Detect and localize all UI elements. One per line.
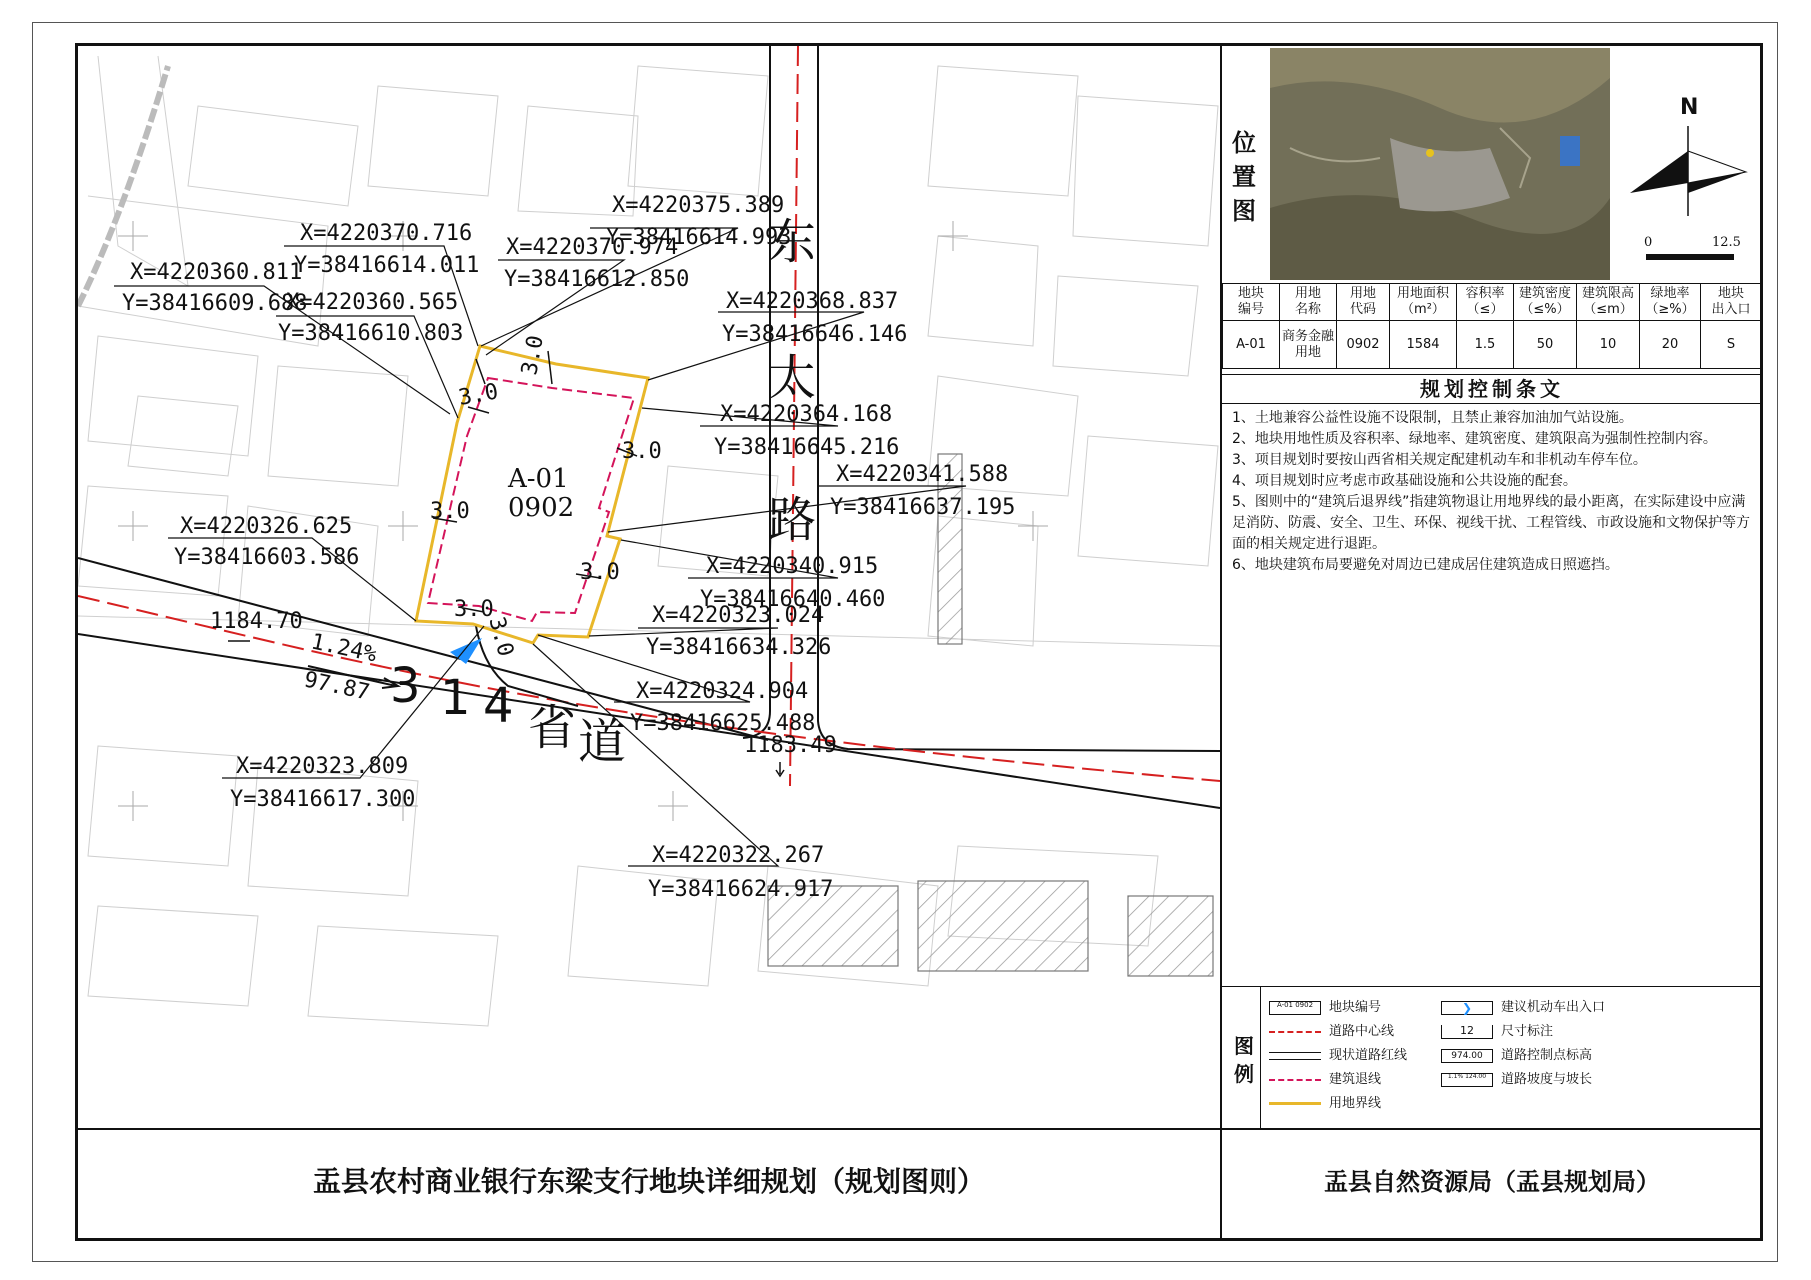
table-header: 地块 出入口 — [1701, 284, 1762, 321]
coord-y: Y=38416645.216 — [714, 435, 900, 460]
provincial-road-char: 1 — [440, 670, 471, 726]
east-tai-road-char: 太 — [768, 350, 817, 406]
setback-label: 3.0 — [580, 560, 620, 585]
satellite-image — [1270, 48, 1610, 280]
table-header: 建筑限高 （≤m） — [1577, 284, 1640, 321]
coord-y: Y=38416634.326 — [646, 635, 832, 660]
legend-title-char: 例 — [1234, 1062, 1254, 1086]
legend-item-road-centerline: 道路中心线 — [1269, 1023, 1394, 1041]
table-header: 用地 代码 — [1337, 284, 1390, 321]
elevation-west: 1184.70 — [210, 609, 303, 634]
coord-y: Y=38416614.011 — [294, 253, 480, 278]
parcel-boundary-symbol — [1269, 1102, 1321, 1105]
setback-symbol — [1269, 1079, 1321, 1081]
legend-title-char: 图 — [1234, 1034, 1254, 1058]
coord-x: X=4220322.267 — [652, 843, 825, 868]
legend-item-road-red-line: 现状道路红线 — [1269, 1047, 1407, 1065]
coord-x: X=4220375.389 — [612, 193, 785, 218]
rules-title: 规划控制条文 — [1222, 374, 1762, 404]
issuing-authority: 盂县自然资源局（盂县规划局） — [1220, 1130, 1762, 1240]
location-title-char: 图 — [1232, 197, 1256, 225]
table-header: 绿地率 （≥%） — [1640, 284, 1701, 321]
coord-x: X=4220324.904 — [636, 679, 809, 704]
coord-y: Y=38416637.195 — [830, 495, 1016, 520]
setback-label: 3.0 — [622, 439, 662, 464]
location-title-char: 位 — [1232, 129, 1256, 157]
rule-item: 2、地块用地性质及容积率、绿地率、建筑密度、建筑限高为强制性控制内容。 — [1232, 431, 1717, 447]
elevation-east: 1183.49 — [744, 733, 837, 758]
parcel-code: A-01 — [508, 464, 569, 494]
legend — [1222, 986, 1762, 1129]
drawing-title: 盂县农村商业银行东梁支行地块详细规划（规划图则） — [312, 1165, 985, 1198]
parcel-code-symbol: A-01 0902 — [1269, 1001, 1321, 1015]
hatched-areas — [768, 454, 1213, 976]
location-map-section — [1222, 46, 1762, 284]
coordinate-labels — [122, 193, 1015, 902]
table-header: 用地 名称 — [1280, 284, 1337, 321]
coord-x: X=4220341.588 — [836, 462, 1009, 487]
coord-y: Y=38416624.917 — [648, 877, 834, 902]
coord-y: Y=38416614.993 — [606, 225, 792, 250]
setback-label: 3.0 — [483, 614, 518, 660]
road-red-line-symbol — [1269, 1052, 1321, 1060]
legend-item-parcel-code: A-01 0902 地块编号 — [1269, 999, 1381, 1017]
rule-item: 4、项目规划时应考虑市政基础设施和公共设施的配套。 — [1232, 473, 1577, 489]
entrance-symbol-icon: ❯ — [1441, 1001, 1493, 1015]
coord-x: X=4220326.625 — [180, 514, 353, 539]
coord-x: X=4220364.168 — [720, 402, 893, 427]
east-tai-road-char: 路 — [768, 492, 817, 548]
table-cell: 0902 — [1337, 321, 1390, 369]
coord-x: X=4220323.809 — [236, 754, 409, 779]
east-tai-road-char: 东 — [768, 214, 817, 270]
dimension-symbol: 12 — [1441, 1025, 1493, 1039]
elevation-east-marker — [776, 762, 784, 776]
table-row — [1223, 321, 1762, 369]
location-title-char: 置 — [1232, 163, 1256, 191]
control-index-table — [1222, 283, 1762, 369]
table-cell: S — [1701, 321, 1762, 369]
coord-x: X=4220368.837 — [726, 289, 899, 314]
slope-symbol: 1.1% 124.00 — [1441, 1073, 1493, 1087]
coord-x: X=4220360.565 — [286, 290, 459, 315]
table-header-row — [1223, 284, 1762, 321]
table-header: 用地面积 （m²） — [1390, 284, 1457, 321]
coord-x: X=4220323.024 — [652, 603, 825, 628]
coord-y: Y=38416609.688 — [122, 291, 308, 316]
planning-map — [78, 46, 1220, 1128]
coord-y: Y=38416640.460 — [700, 587, 886, 612]
table-header: 建筑密度 （≤%） — [1514, 284, 1577, 321]
coord-y: Y=38416603.586 — [174, 545, 360, 570]
coord-x: X=4220370.974 — [506, 235, 679, 260]
provincial-road-char: 省 — [528, 700, 577, 756]
elevation-symbol: 974.00 — [1441, 1049, 1493, 1063]
title-block — [78, 1128, 1760, 1240]
info-panel — [1220, 46, 1760, 1128]
rule-item: 1、土地兼容公益性设施不设限制，且禁止兼容加油加气站设施。 — [1232, 410, 1633, 426]
table-header: 地块 编号 — [1223, 284, 1280, 321]
table-header: 容积率 （≤） — [1457, 284, 1514, 321]
coord-y: Y=38416625.488 — [630, 711, 816, 736]
rule-item: 3、项目规划时要按山西省相关规定配建机动车和非机动车停车位。 — [1232, 452, 1647, 468]
location-map-title — [1230, 126, 1258, 228]
coord-y: Y=38416610.803 — [278, 321, 464, 346]
scale-end: 12.5 — [1712, 235, 1741, 250]
table-cell: 50 — [1514, 321, 1577, 369]
legend-title — [1230, 1032, 1258, 1088]
vehicle-entrance-icon — [450, 638, 482, 664]
coord-x: X=4220360.811 — [130, 260, 303, 285]
slope-grade: 1.24% — [308, 629, 379, 668]
setback-label: 3.0 — [430, 499, 470, 524]
north-arrow-icon — [1622, 86, 1757, 276]
legend-item-entrance: ❯ 建议机动车出入口 — [1441, 999, 1605, 1017]
coord-y: Y=38416646.146 — [722, 322, 908, 347]
table-cell: 1.5 — [1457, 321, 1514, 369]
rule-item: 6、地块建筑布局要避免对周边已建成居住建筑造成日照遮挡。 — [1232, 557, 1619, 573]
legend-item-dimension: 12 尺寸标注 — [1441, 1023, 1553, 1041]
coord-x: X=4220370.716 — [300, 221, 473, 246]
coord-y: Y=38416612.850 — [504, 267, 690, 292]
parcel-use-code: 0902 — [508, 493, 575, 523]
setback-label: 3.0 — [456, 379, 501, 411]
provincial-road-char: 4 — [483, 678, 514, 734]
table-cell: A-01 — [1223, 321, 1280, 369]
legend-item-slope: 1.1% 124.00 道路坡度与坡长 — [1441, 1071, 1592, 1089]
road-centerline-symbol — [1269, 1031, 1321, 1033]
rule-item: 5、图则中的“建筑后退界线”指建筑物退让用地界线的最小距离，在实际建设中应满足消防、防震、安全、卫生、环保、视线干扰、工程管线、市政设施和文物保护等方面的相关规定进行退距。 — [1232, 494, 1750, 552]
coord-x: X=4220340.915 — [706, 554, 879, 579]
table-cell: 10 — [1577, 321, 1640, 369]
north-label: N — [1680, 95, 1699, 120]
provincial-road-char: 3 — [390, 658, 421, 714]
rules-list — [1232, 408, 1754, 576]
provincial-road-char: 道 — [578, 714, 627, 770]
setback-label: 3.0 — [454, 597, 494, 622]
table-cell: 商务金融用地 — [1280, 321, 1337, 369]
table-cell: 20 — [1640, 321, 1701, 369]
setback-label: 3.0 — [517, 333, 549, 378]
legend-item-setback: 建筑退线 — [1269, 1071, 1381, 1089]
coord-y: Y=38416617.300 — [230, 787, 416, 812]
scale-bar — [1646, 254, 1734, 260]
table-cell: 1584 — [1390, 321, 1457, 369]
slope-length: 97.87 — [301, 667, 372, 706]
legend-item-elevation: 974.00 道路控制点标高 — [1441, 1047, 1592, 1065]
legend-items — [1260, 987, 1763, 1129]
legend-item-parcel-boundary: 用地界线 — [1269, 1095, 1381, 1113]
scale-start: 0 — [1644, 235, 1653, 250]
